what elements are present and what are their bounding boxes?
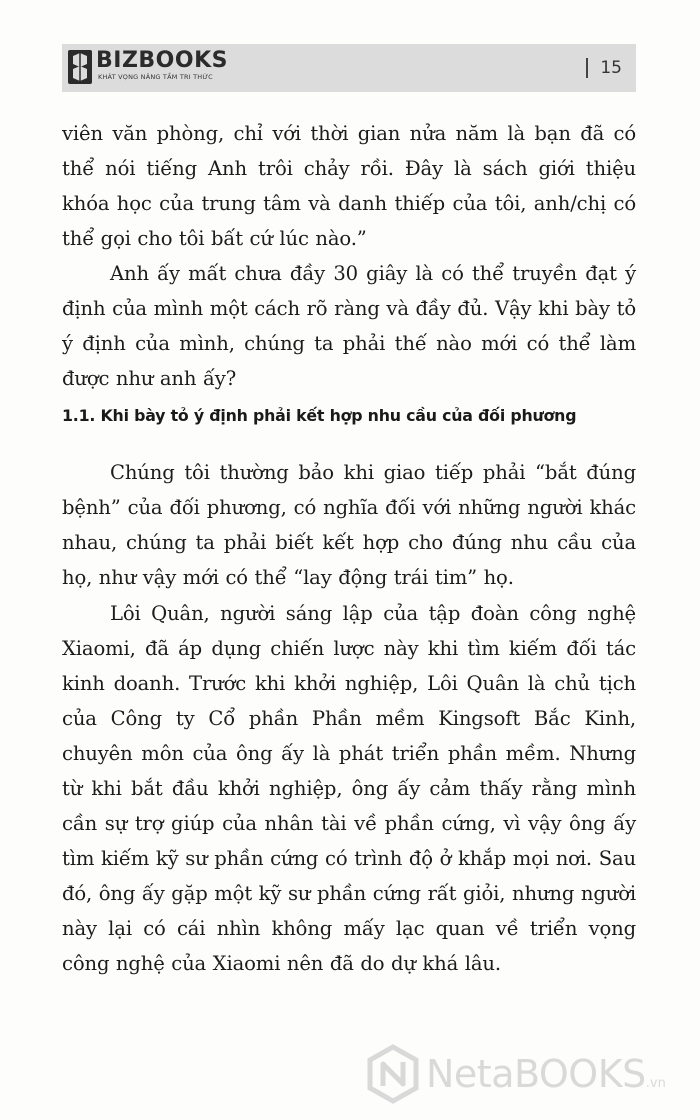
body-paragraph-4: Lôi Quân, người sáng lập của tập đoàn công nghệ Xiaomi, đã áp dụng chiến lược này khi tìm kiếm đối tác kinh doanh. Trước khi khởi nghiệp, Lôi Quân là chủ tịch của Công ty Cổ phần Phần mềm Kingsoft Bắc Kinh, chuyên môn của ông ấy là phát triển phần mềm. Nhưng từ khi bắt đầu khởi nghiệp, ông ấy cảm thấy rằng mình cần sự trợ giúp của nhân tài về phần cứng, vì vậy ông ấy tìm kiếm kỹ sư phần cứng có trình độ ở khắp mọi nơi. Sau đó, ông ấy gặp một kỹ sư phần cứng rất giỏi, nhưng người này lại có cái nhìn không mấy lạc quan về triển vọng công nghệ của Xiaomi nên đã do dự khá lâu. [62, 602, 636, 975]
body-paragraph-3: Chúng tôi thường bảo khi giao tiếp phải “bắt đúng bệnh” của đối phương, có nghĩa đối với những người khác nhau, chúng ta phải biết kết hợp cho đúng nhu cầu của họ, như vậy mới có thể “lay động trái tim” họ. [62, 461, 636, 589]
body-paragraph-2: Anh ấy mất chưa đầy 30 giây là có thể truyền đạt ý định của mình một cách rõ ràng và đầy đủ. Vậy khi bày tỏ ý định của mình, chúng ta phải thế nào mới có thể làm được như anh ấy? [62, 262, 636, 390]
netabooks-logo-icon [366, 1044, 420, 1104]
logo-tagline: KHÁT VỌNG NÂNG TẦM TRI THỨC [98, 73, 213, 81]
section-heading: 1.1. Khi bày tỏ ý định phải kết hợp nhu cầu của đối phương [62, 406, 577, 425]
watermark-suffix: .vn [645, 1076, 666, 1091]
bizbooks-logo [68, 48, 228, 88]
page-number: 15 [600, 58, 622, 78]
watermark-text [426, 1052, 666, 1106]
bizbooks-emblem-icon [68, 50, 92, 84]
body-paragraph-1: viên văn phòng, chỉ với thời gian nửa năm là bạn đã có thể nói tiếng Anh trôi chảy rồi. Đây là sách giới thiệu khóa học của trung tâm và danh thiếp của tôi, anh/chị có thể gọi cho tôi bất cứ lúc nào.” [62, 122, 636, 250]
netabooks-watermark [366, 1044, 686, 1106]
header-divider [586, 58, 588, 78]
page-header [62, 44, 636, 92]
watermark-brand: NetaBOOKS [426, 1052, 646, 1096]
logo-wordmark: BIZBOOKS [96, 48, 228, 73]
